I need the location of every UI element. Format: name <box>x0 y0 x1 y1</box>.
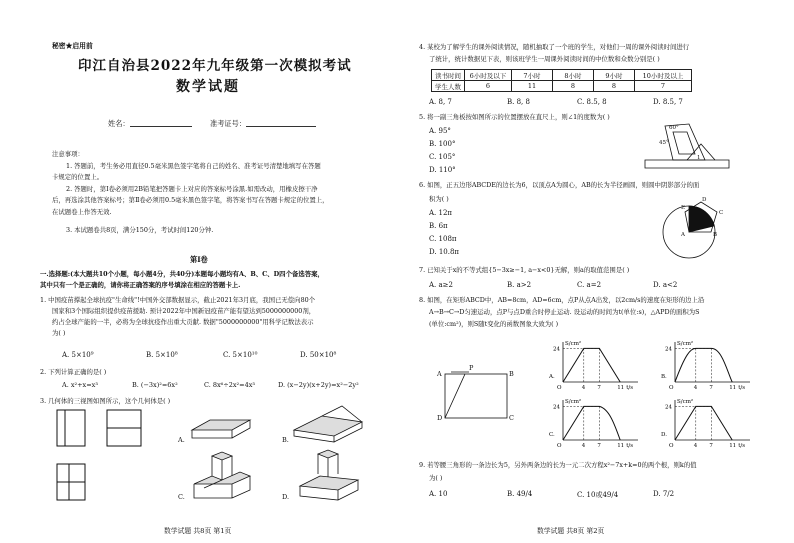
q5-option-c[interactable]: C. 105° <box>429 153 456 161</box>
q2-option-d[interactable]: D. (x−2y)(x+2y)=x²−2y² <box>278 381 359 389</box>
vertex-label: A <box>681 232 685 238</box>
table-cell: 6 <box>465 81 512 92</box>
graph-curve <box>563 348 620 382</box>
notes-title: 注意事项： <box>52 150 84 158</box>
secret-label: 秘密★启用前 <box>52 42 93 50</box>
name-field[interactable] <box>130 126 192 127</box>
y-axis-label: S/cm² <box>677 341 694 347</box>
note-line: 2. 答题时，第Ⅰ卷必须用2B铅笔把答题卡上对应的答案标号涂黑.如需改动，用橡皮擦干净 <box>66 185 318 193</box>
graph-curve <box>675 406 732 440</box>
vertex-c: C <box>509 414 514 422</box>
graph-option-label: C. <box>549 432 555 438</box>
q6-text: 积为( ) <box>429 195 449 203</box>
table-cell: 10小时及以上 <box>635 70 692 81</box>
table-cell: 读书时间 <box>432 70 465 81</box>
x-axis-label: t/s <box>626 443 634 449</box>
q4-text: 4. 某校为了解学生的课外阅读情况，随机抽取了一个班的学生，对他们一周的课外阅读时间进行 <box>419 43 690 51</box>
rectangle-abcd-figure <box>443 372 513 420</box>
q9-option-a[interactable]: A. 10 <box>429 490 448 498</box>
q5-text: 5. 将一副三角板按如图所示的位置摆放在直尺上，则∠1的度数为( ) <box>419 113 610 121</box>
q6-option-b[interactable]: B. 6π <box>429 222 448 230</box>
triangle-ruler-figure <box>643 122 733 172</box>
note-line: 后，再选涂其他答案标号；第Ⅱ卷必须用0.5毫米黑色签字笔，将答案书写在答题卡规定的位置上， <box>52 196 329 204</box>
y-axis-label: S/cm² <box>565 341 582 347</box>
q7-option-a[interactable]: A. a≥2 <box>429 281 453 289</box>
q9-option-c[interactable]: C. 10或49/4 <box>577 491 619 499</box>
y-axis-label: S/cm² <box>565 399 582 405</box>
q4-option-d[interactable]: D. 8.5, 7 <box>653 98 683 106</box>
graph-option-c <box>547 396 642 449</box>
q5-option-d[interactable]: D. 110° <box>429 166 456 174</box>
graph-option-a <box>547 338 642 391</box>
vertex-label: C <box>719 210 724 216</box>
q1-text: 国家和3个国际组织提供疫苗援助. 预计2022年中国新冠疫苗产能有望达到5000000000剂， <box>52 307 316 315</box>
q1-option-c[interactable]: C. 5×10¹⁰ <box>223 351 258 359</box>
table-cell: 11 <box>512 81 553 92</box>
q7-option-d[interactable]: D. a<2 <box>653 281 678 289</box>
tick-label: 24 <box>665 404 672 411</box>
name-label: 姓名： <box>108 119 130 128</box>
origin-label: O <box>669 385 674 391</box>
exam-subtitle: 数学试题 <box>176 79 240 95</box>
q9-text: 为( ) <box>429 474 443 482</box>
q1-option-a[interactable]: A. 5×10⁹ <box>62 351 94 359</box>
q7-option-b[interactable]: B. a>2 <box>507 281 532 289</box>
tick-label: 11 <box>729 443 737 449</box>
note-line: 3. 本试题卷共8页，满分150分，考试时间120分钟. <box>66 226 214 234</box>
q4-option-c[interactable]: C. 8.5, 8 <box>577 98 607 106</box>
graph-curve <box>563 406 620 440</box>
graph-option-b <box>659 338 754 391</box>
note-line: 在试题卷上作答无效. <box>52 208 112 216</box>
solid-d-figure <box>296 448 376 506</box>
tick-label: 7 <box>597 385 601 391</box>
angle-label: 1 <box>697 155 701 161</box>
q2-option-b[interactable]: B. (−3x)²=6x² <box>132 381 178 389</box>
table-cell: 8 <box>594 81 635 92</box>
origin-label: O <box>557 443 562 449</box>
solid-b-figure <box>292 400 372 444</box>
tick-label: 11 <box>729 385 737 391</box>
q9-option-b[interactable]: B. 49/4 <box>507 490 533 498</box>
q7-option-c[interactable]: C. a=2 <box>577 281 602 289</box>
q9-option-d[interactable]: D. 7/2 <box>653 490 675 498</box>
x-axis-label: t/s <box>626 385 634 391</box>
q2-option-a[interactable]: A. x²+x=x³ <box>62 381 98 389</box>
left-footer: 数学试题 共8页 第1页 <box>164 527 232 535</box>
x-axis-label: t/s <box>738 385 746 391</box>
table-cell: 6小时及以下 <box>465 70 512 81</box>
tick-label: 4 <box>581 385 586 391</box>
vertex-d: D <box>437 414 443 422</box>
right-page <box>397 0 794 543</box>
q6-option-d[interactable]: D. 10.8π <box>429 248 459 256</box>
exam-title: 印江自治县2022年九年级第一次模拟考试 <box>78 58 352 74</box>
q9-text: 9. 若等腰三角形的一条边长为5，另外两条边的长为一元二次方程x²−7x+k=0的两个根，则k的值 <box>419 461 697 469</box>
tick-label: 11 <box>617 443 625 449</box>
q4-option-b[interactable]: B. 8, 8 <box>507 98 530 106</box>
vertex-label: E <box>681 205 686 211</box>
graph-curve <box>675 348 732 382</box>
angle-label: 60° <box>669 125 679 131</box>
q2-text: 2. 下列计算正确的是( ) <box>40 368 107 376</box>
q6-option-c[interactable]: C. 108π <box>429 235 457 243</box>
table-cell: 8 <box>553 81 594 92</box>
pentagon-circle-figure <box>667 198 737 262</box>
q8-text: (单位:cm²)，则S随t变化的函数图象大致为( ) <box>429 320 559 328</box>
q4-text: 了统计，统计数据见下表，则该班学生一周课外阅读时间的中位数和众数分别是( ) <box>429 55 660 63</box>
q5-option-a[interactable]: A. 95° <box>429 127 451 135</box>
graph-option-label: B. <box>661 374 667 380</box>
point-p: P <box>469 364 474 372</box>
q3-option-c[interactable]: C. <box>178 493 185 501</box>
table-cell: 7 <box>635 81 692 92</box>
tick-label: 24 <box>665 346 672 353</box>
tick-label: 7 <box>709 443 713 449</box>
q1-option-b[interactable]: B. 5×10⁸ <box>146 351 178 359</box>
tick-label: 24 <box>553 404 560 411</box>
part1-instructions: 一.选择题:(本大题共10个小题，每小题4分，共40分)本题每小题均有A、B、C、D四个备选答案， <box>40 270 324 278</box>
angle-label: 45° <box>659 140 669 146</box>
q8-text: 8. 如图，在矩形ABCD中，AB=8cm，AD=6cm，点P从点A出发，以2cm/s的速度在矩形的边上沿 <box>419 296 705 304</box>
graph-option-label: A. <box>549 374 555 380</box>
q3-option-d[interactable]: D. <box>282 493 290 501</box>
solid-c-figure <box>190 450 260 505</box>
q4-option-a[interactable]: A. 8, 7 <box>429 98 452 106</box>
three-views-figure <box>55 408 155 518</box>
vertex-label: B <box>713 232 718 238</box>
graph-option-d <box>659 396 754 449</box>
table-cell: 9小时 <box>594 70 635 81</box>
solid-a-figure <box>190 408 260 448</box>
q1-text: 为( ) <box>52 329 66 337</box>
reading-time-table <box>431 69 692 92</box>
q3-option-b[interactable]: B. <box>282 436 289 444</box>
table-row <box>432 81 692 92</box>
vertex-label: D <box>702 197 707 203</box>
tick-label: 4 <box>693 443 698 449</box>
table-cell: 学生人数 <box>432 81 465 92</box>
q1-option-d[interactable]: D. 50×10⁸ <box>300 351 337 359</box>
q5-option-b[interactable]: B. 100° <box>429 140 456 148</box>
y-axis-label: S/cm² <box>677 399 694 405</box>
tick-label: 7 <box>709 385 713 391</box>
note-line: 卡规定的位置上。 <box>52 173 104 181</box>
graph-option-label: D. <box>661 432 667 438</box>
q1-text: 约占全球产能的一半，必将为全球抗疫作出重大贡献. 数据"5000000000"用科学记数法表示 <box>52 318 314 326</box>
tick-label: 24 <box>553 346 560 353</box>
table-cell: 7小时 <box>512 70 553 81</box>
q7-text: 7. 已知关于x的不等式组{5−3x≥−1, a−x<0}无解，则a的取值范围是( ) <box>419 266 630 274</box>
right-footer: 数学试题 共8页 第2页 <box>537 527 605 535</box>
q3-option-a[interactable]: A. <box>178 436 185 444</box>
table-cell: 8小时 <box>553 70 594 81</box>
id-label: 准考证号： <box>210 119 246 128</box>
origin-label: O <box>557 385 562 391</box>
section-title: 第Ⅰ卷 <box>190 255 208 264</box>
tick-label: 11 <box>617 385 625 391</box>
tick-label: 4 <box>693 385 698 391</box>
tick-label: 4 <box>581 443 586 449</box>
q3-text: 3. 几何体的三视图如图所示，这个几何体是( ) <box>40 397 171 405</box>
part1-instructions: 其中只有一个是正确的，请你将正确答案的序号填涂在相应的答题卡上. <box>40 281 241 289</box>
vertex-b: B <box>509 370 514 378</box>
tick-label: 7 <box>597 443 601 449</box>
note-line: 1. 答题前，考生务必用直径0.5毫米黑色签字笔将自己的姓名、准考证号清楚地填写在答题 <box>66 162 321 170</box>
q6-text: 6. 如图，正五边形ABCDE的边长为6，以顶点A为圆心，AB的长为半径画圆，则圆中阴影部分的面 <box>419 181 700 189</box>
table-header-row <box>432 70 692 81</box>
id-field[interactable] <box>246 126 316 127</box>
q6-option-a[interactable]: A. 12π <box>429 209 453 217</box>
x-axis-label: t/s <box>738 443 746 449</box>
q1-text: 1. 中国疫苗撑起全球抗疫"生命线"!中国外交部数据显示，截止2021年3月底，我国已无偿向80个 <box>40 296 316 304</box>
origin-label: O <box>669 443 674 449</box>
q8-text: A→B→C→D匀速运动，点P与点D重合时停止运动. 设运动的时间为t(单位:s)，△APD的面积为S <box>429 308 700 316</box>
q2-option-c[interactable]: C. 8x⁶÷2x²=4x³ <box>204 381 255 389</box>
vertex-a: A <box>437 370 442 378</box>
